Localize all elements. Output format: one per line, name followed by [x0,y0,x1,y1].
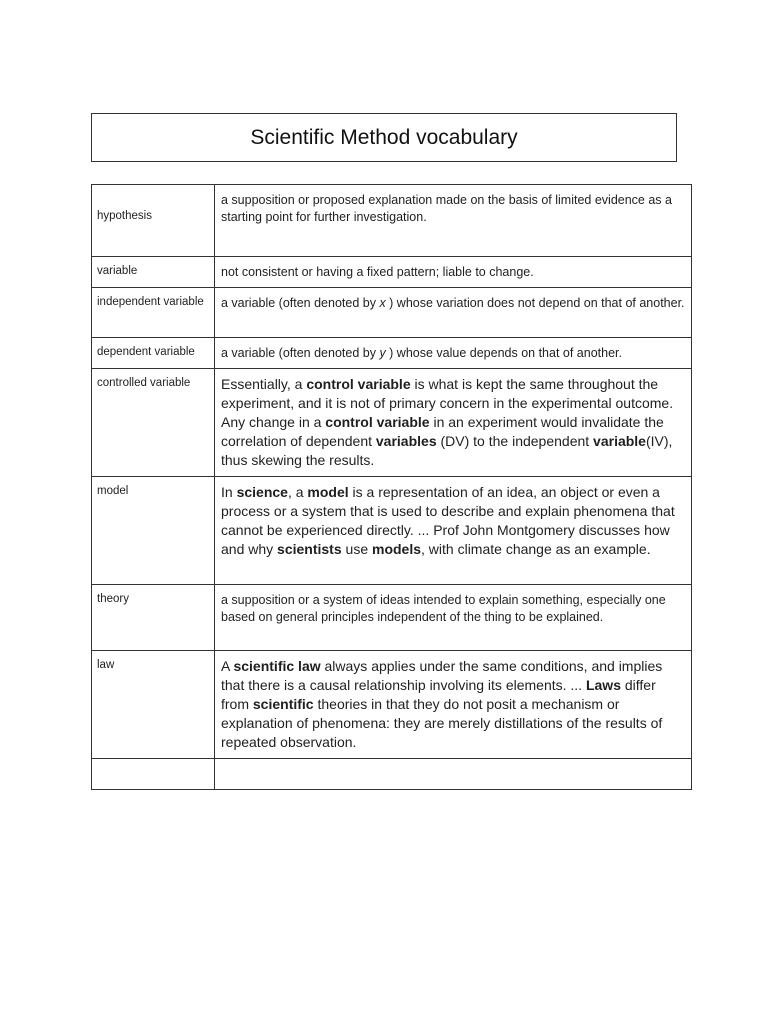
definition-controlled-variable: Essentially, a control variable is what is kept the same throughout the experiment, and it is not of primary concern in the experimental outcome. Any change in a control variable in an experiment would invalidate the correlation of dependent variables (DV) to the independent variable(IV), thus skewing the results. [221,376,674,468]
definition-hypothesis: a supposition or proposed explanation made on the basis of limited evidence as a starting point for further investigation. [221,193,672,224]
title-box [91,113,677,162]
term-cell [92,651,215,759]
table-row [92,585,692,651]
definition-cell [215,257,692,288]
term-cell [92,338,215,369]
definition-theory: a supposition or a system of ideas intended to explain something, especially one based on general principles independent of the thing to be explained. [221,593,666,624]
term-cell [92,257,215,288]
term-cell [92,288,215,338]
table-row [92,288,692,338]
term-hypothesis: hypothesis [97,210,152,222]
definition-variable: not consistent or having a fixed pattern; liable to change. [221,265,534,279]
table-row [92,477,692,585]
table-row [92,185,692,257]
term-theory: theory [97,593,129,605]
term-variable: variable [97,265,138,277]
term-independent-variable: independent variable [97,296,204,308]
term-controlled-variable: controlled variable [97,377,191,389]
table-row [92,759,692,790]
term-cell [92,185,215,257]
term-dependent-variable: dependent variable [97,346,195,358]
term-cell [92,585,215,651]
term-cell [92,477,215,585]
term-law: law [97,659,115,671]
table-row [92,651,692,759]
vocabulary-table [91,184,692,790]
term-cell [92,759,215,790]
definition-independent-variable: a variable (often denoted by x ) whose variation does not depend on that of another. [221,296,685,310]
definition-cell [215,288,692,338]
page-title: Scientific Method vocabulary [250,125,518,149]
term-cell [92,369,215,477]
definition-cell [215,477,692,585]
definition-cell [215,369,692,477]
definition-cell [215,585,692,651]
table-row [92,338,692,369]
definition-cell [215,338,692,369]
table-row [92,257,692,288]
table-row [92,369,692,477]
definition-cell [215,651,692,759]
term-model: model [97,485,129,497]
definition-cell [215,185,692,257]
definition-cell [215,759,692,790]
definition-law: A scientific law always applies under the same conditions, and implies that there is a causal relationship involving its elements. ... Laws differ from scientific theories in that they do not posit a mechanism or explanation of phenomena: they are merely distillations of the results of repeated observation. [221,658,663,750]
definition-dependent-variable: a variable (often denoted by y ) whose value depends on that of another. [221,346,622,360]
definition-model: In science, a model is a representation of an idea, an object or even a process or a system that is used to describe and explain phenomena that cannot be experienced directly. ... Prof John Montgomery discusses how and why scientists use models, with climate change as an example. [221,484,675,557]
